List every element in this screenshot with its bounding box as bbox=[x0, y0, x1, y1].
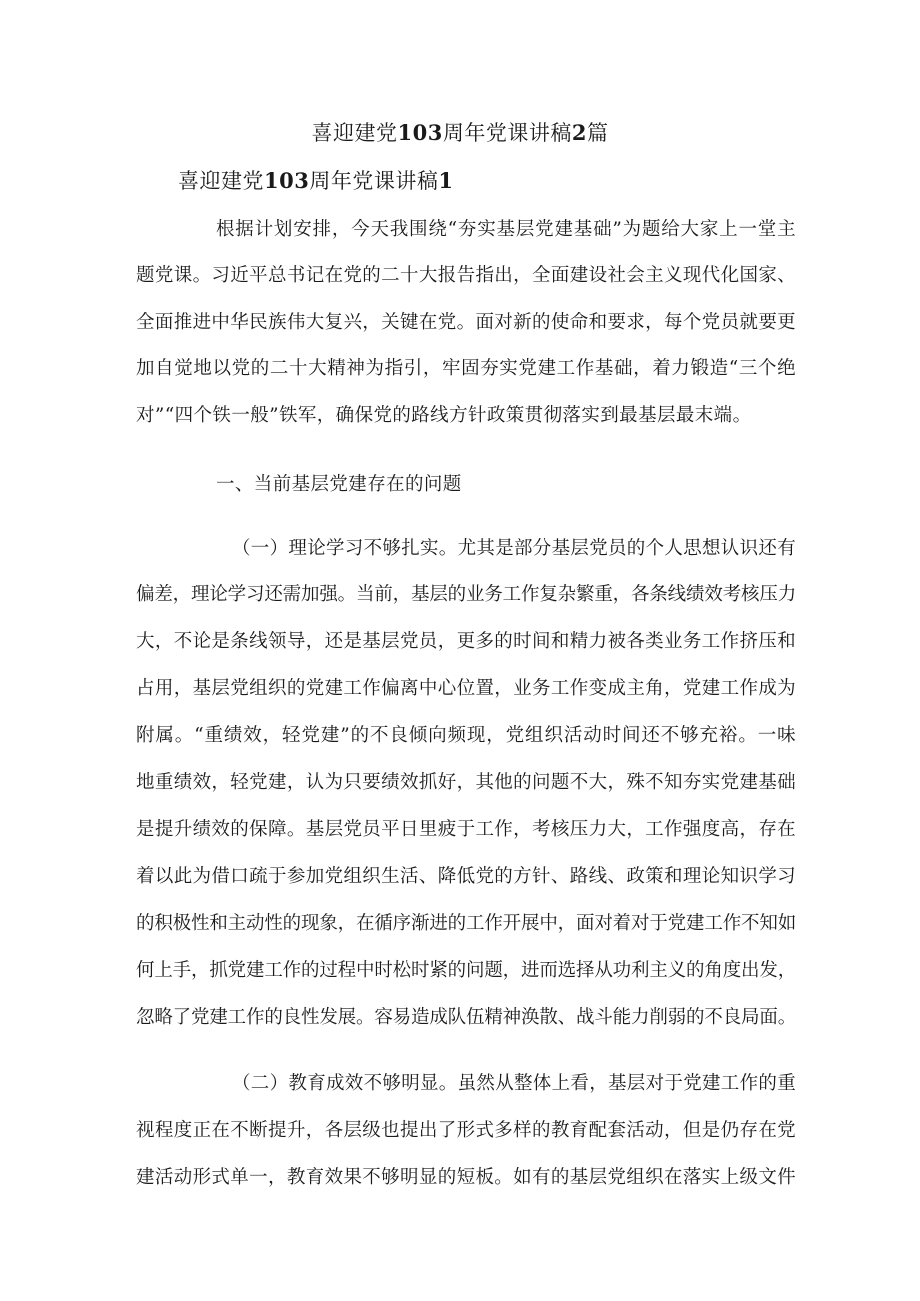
text-line: （二）教育成效不够明显。虽然从整体上看，基层对于党建工作的重 bbox=[232, 1073, 797, 1094]
text-line: 大，不论是条线领导，还是基层党员，更多的时间和精力被各类业务工作挤压和 bbox=[136, 631, 796, 652]
text-line: 占用，基层党组织的党建工作偏离中心位置，业务工作变成主角，党建工作成为 bbox=[136, 678, 796, 699]
text-line: 着以此为借口疏于参加党组织生活、降低党的方针、路线、政策和理论知识学习 bbox=[136, 866, 796, 887]
text-line: 视程度正在不断提升，各层级也提出了形式多样的教育配套活动，但是仍存在党 bbox=[136, 1120, 796, 1141]
text-line: 何上手，抓党建工作的过程中时松时紧的问题，进而选择从功利主义的角度出发， bbox=[136, 960, 796, 981]
text-line: 对”“四个铁一般”铁军，确保党的路线方针政策贯彻落实到最基层最末端。 bbox=[136, 405, 752, 426]
text-line: 是提升绩效的保障。基层党员平日里疲于工作，考核压力大，工作强度高，存在 bbox=[136, 819, 796, 840]
document-title: 喜迎建党103周年党课讲稿2篇 bbox=[311, 120, 609, 145]
section-heading: 一、当前基层党建存在的问题 bbox=[216, 474, 462, 495]
text-line: 偏差，理论学习还需加强。当前，基层的业务工作复杂繁重，各条线绩效考核压力 bbox=[136, 584, 796, 605]
text-line: 根据计划安排，今天我围绕“夯实基层党建基础”为题给大家上一堂主 bbox=[216, 219, 796, 240]
text-line: （一）理论学习不够扎实。尤其是部分基层党员的个人思想认识还有 bbox=[232, 538, 797, 559]
text-line: 全面推进中华民族伟大复兴，关键在党。面对新的使命和要求，每个党员就要更 bbox=[136, 312, 796, 333]
document-subtitle: 喜迎建党103周年党课讲稿1 bbox=[178, 168, 454, 193]
text-line: 的积极性和主动性的现象，在循序渐进的工作开展中，面对着对于党建工作不知如 bbox=[136, 913, 796, 934]
text-line: 建活动形式单一，教育效果不够明显的短板。如有的基层党组织在落实上级文件 bbox=[136, 1167, 796, 1188]
text-line: 忽略了党建工作的良性发展。容易造成队伍精神涣散、战斗能力削弱的不良局面。 bbox=[136, 1007, 796, 1028]
text-line: 附属。“重绩效，轻党建”的不良倾向频现，党组织活动时间还不够充裕。一味 bbox=[136, 725, 796, 746]
text-line: 加自觉地以党的二十大精神为指引，牢固夯实党建工作基础，着力锻造“三个绝 bbox=[136, 358, 796, 379]
text-line: 题党课。习近平总书记在党的二十大报告指出，全面建设社会主义现代化国家、 bbox=[136, 265, 796, 286]
text-line: 地重绩效，轻党建，认为只要绩效抓好，其他的问题不大，殊不知夯实党建基础 bbox=[136, 772, 796, 793]
